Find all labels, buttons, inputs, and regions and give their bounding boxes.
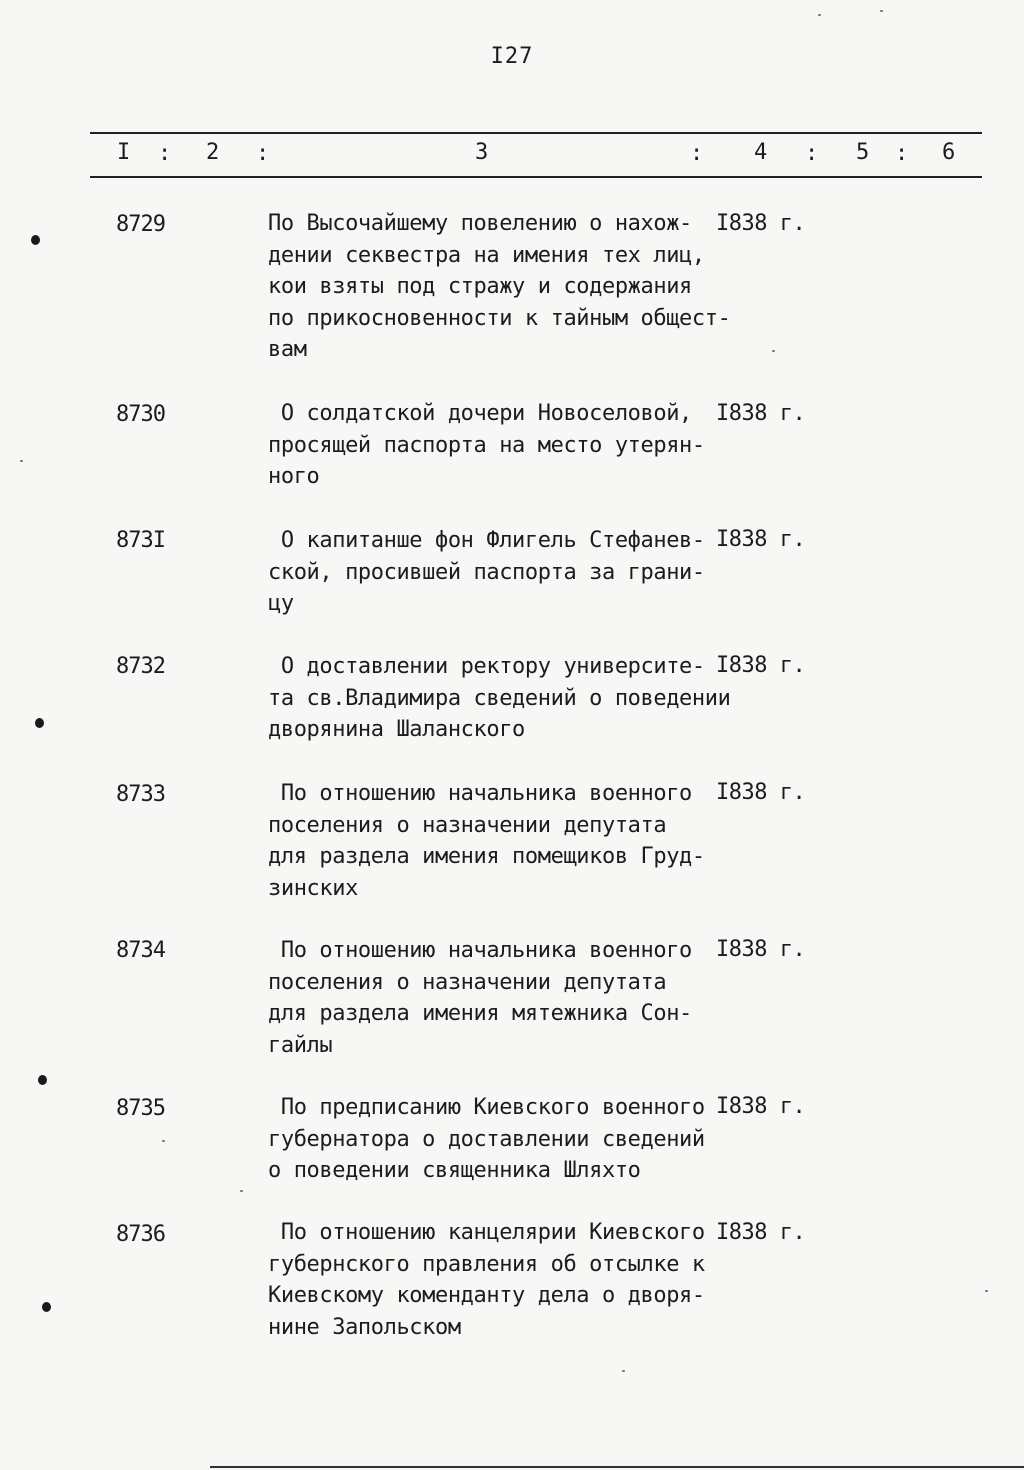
punch-hole [31, 235, 40, 245]
bottom-edge-line [210, 1466, 1024, 1468]
entry-number: 8732 [116, 654, 165, 679]
entry-year: I838 г. [716, 937, 806, 962]
page-number: I27 [490, 44, 534, 69]
entry-number: 8736 [116, 1222, 165, 1247]
entry-year: I838 г. [716, 401, 806, 426]
scan-speck [162, 1140, 165, 1142]
scan-speck [772, 350, 775, 352]
entry-description: О доставлении ректору университе- та св.Владимира сведений о поведении дворянина Шаланского [268, 654, 731, 742]
scan-speck [818, 14, 821, 16]
entry-year: I838 г. [716, 1094, 806, 1119]
column-separator: : [158, 141, 172, 166]
entry-description: По отношению начальника военного поселения о назначении депутата для раздела имения мятежника Сон- гайлы [268, 938, 692, 1058]
entry-year: I838 г. [716, 211, 806, 236]
entry-description: О капитанше фон Флигель Стефанев- ской, просившей паспорта за грани- цу [268, 528, 705, 616]
column-separator: : [895, 141, 909, 166]
punch-hole [35, 718, 44, 728]
entry-description: По отношению начальника военного поселения о назначении депутата для раздела имения помещиков Груд- зинских [268, 781, 705, 901]
entry-number: 873I [116, 528, 165, 553]
entry-year: I838 г. [716, 1220, 806, 1245]
entry-number: 8730 [116, 402, 165, 427]
entry-number: 8734 [116, 938, 165, 963]
entry-number: 8733 [116, 782, 165, 807]
entry-description: По Высочайшему повелению о нахож- дении секвестра на имения тех лиц, кои взяты под стражу и содержания по прикосновенности к тайным общест- вам [268, 211, 731, 362]
column-header-5: 5 [856, 140, 870, 165]
entry-number: 8729 [116, 212, 165, 237]
column-header-3: 3 [475, 140, 489, 165]
scan-speck [985, 1290, 988, 1292]
scan-speck [622, 1370, 625, 1372]
header-top-rule [90, 132, 982, 134]
entry-year: I838 г. [716, 527, 806, 552]
scan-speck [240, 1190, 243, 1192]
entry-description: По отношению канцелярии Киевского губернского правления об отсылке к Киевскому коменданту дела о дворя- нине Запольском [268, 1220, 705, 1340]
column-separator: : [805, 141, 819, 166]
punch-hole [38, 1075, 47, 1085]
scan-speck [20, 460, 23, 462]
scan-speck [880, 10, 883, 12]
column-header-4: 4 [754, 140, 768, 165]
entry-description: О солдатской дочери Новоселовой, просящей паспорта на место утерян- ного [268, 401, 705, 489]
entry-number: 8735 [116, 1096, 165, 1121]
entry-year: I838 г. [716, 780, 806, 805]
column-header-6: 6 [942, 140, 956, 165]
column-separator: : [690, 141, 704, 166]
entry-description: По предписанию Киевского военного губернатора о доставлении сведений о поведении священника Шляхто [268, 1095, 705, 1183]
punch-hole [42, 1302, 51, 1312]
column-separator: : [256, 141, 270, 166]
header-bottom-rule [90, 176, 982, 178]
column-header-1: I [117, 140, 131, 165]
entry-year: I838 г. [716, 653, 806, 678]
column-header-2: 2 [206, 140, 220, 165]
